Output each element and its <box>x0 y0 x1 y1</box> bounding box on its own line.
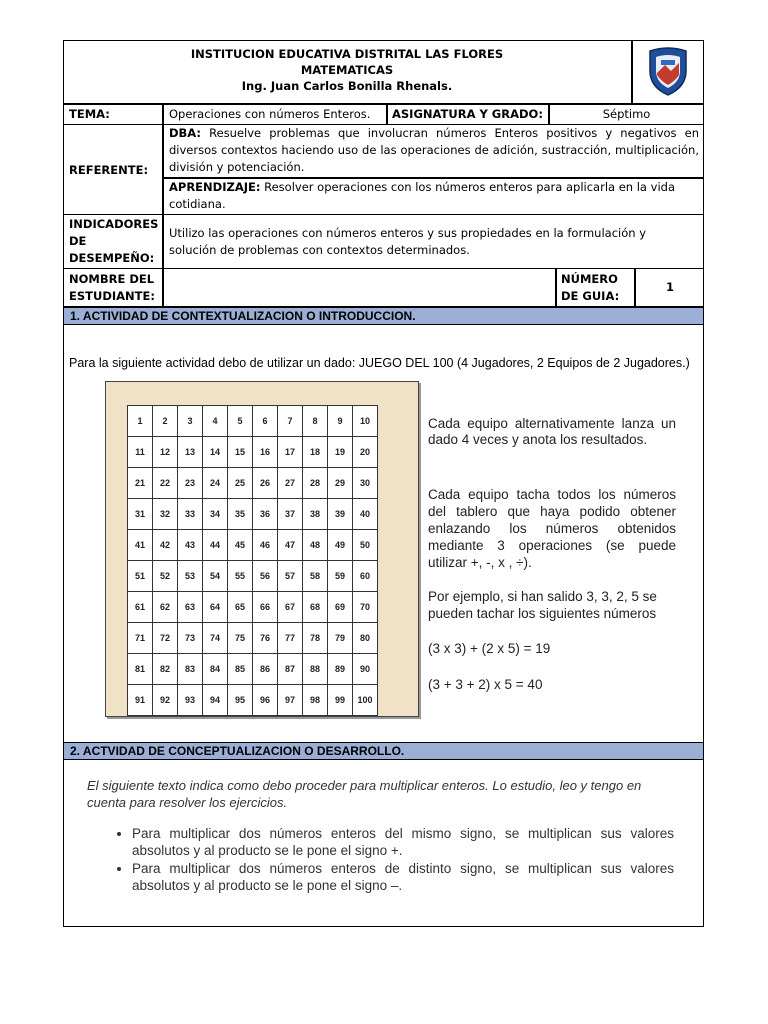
nombre-label <box>69 271 155 305</box>
board-cell[interactable]: 51 <box>128 561 153 592</box>
board-cell[interactable]: 10 <box>353 406 378 437</box>
guia-value: 1 <box>665 280 674 294</box>
board-cell[interactable]: 23 <box>178 468 203 499</box>
school-name: INSTITUCION EDUCATIVA DISTRITAL LAS FLORES <box>190 47 504 61</box>
board-cell[interactable]: 61 <box>128 592 153 623</box>
dba-text: Resuelve problemas que involucran números Enteros positivos y negativos en diversos contextos haciendo uso de las operaciones de adición, sustracción, multiplicación, división y potenciación. <box>169 126 699 174</box>
board-cell[interactable]: 58 <box>303 561 328 592</box>
indicadores-label-line3: DESEMPEÑO: <box>69 251 155 265</box>
board-cell[interactable]: 79 <box>328 623 353 654</box>
board-cell[interactable]: 57 <box>278 561 303 592</box>
subject-name: MATEMATICAS <box>300 63 394 77</box>
rules-list <box>84 825 674 894</box>
board-row <box>128 468 378 499</box>
board-cell[interactable]: 88 <box>303 654 328 685</box>
board-cell[interactable]: 55 <box>228 561 253 592</box>
aprendizaje-label: APRENDIZAJE: <box>169 180 261 194</box>
board-cell[interactable]: 93 <box>178 685 203 716</box>
nombre-label-line1: NOMBRE DEL <box>69 272 155 286</box>
board-cell[interactable]: 89 <box>328 654 353 685</box>
board-cell[interactable]: 72 <box>153 623 178 654</box>
board-cell[interactable]: 30 <box>353 468 378 499</box>
board-row <box>128 406 378 437</box>
board-cell[interactable]: 60 <box>353 561 378 592</box>
board-cell[interactable]: 19 <box>328 437 353 468</box>
teacher-name: Ing. Juan Carlos Bonilla Rhenals. <box>241 79 453 93</box>
board-cell[interactable]: 62 <box>153 592 178 623</box>
board-cell[interactable]: 32 <box>153 499 178 530</box>
board-row <box>128 499 378 530</box>
board-cell[interactable]: 63 <box>178 592 203 623</box>
aprendizaje-text: Resolver operaciones con los números enteros para aplicarla en la vida cotidiana. <box>169 180 675 211</box>
board-cell[interactable]: 36 <box>253 499 278 530</box>
board-cell[interactable]: 38 <box>303 499 328 530</box>
aprendizaje-text-block <box>169 179 679 213</box>
example-2: (3 + 3 + 2) x 5 = 40 <box>428 677 543 692</box>
section1-intro: Para la siguiente actividad debo de utilizar un dado: JUEGO DEL 100 (4 Jugadores, 2 Equipos de 2 Jugadores.) <box>69 356 690 370</box>
board-cell[interactable]: 49 <box>328 530 353 561</box>
board-cell[interactable]: 7 <box>278 406 303 437</box>
board-cell[interactable]: 11 <box>128 437 153 468</box>
board-cell[interactable]: 81 <box>128 654 153 685</box>
school-shield-logo <box>647 45 689 97</box>
board-cell[interactable]: 96 <box>253 685 278 716</box>
grade-label: ASIGNATURA Y GRADO: <box>392 107 543 121</box>
section2-title: 2. ACTVIDAD DE CONCEPTUALIZACION O DESARROLLO. <box>63 742 704 760</box>
board-cell[interactable]: 56 <box>253 561 278 592</box>
board-row <box>128 561 378 592</box>
rule-different-sign: • Para multiplicar dos números enteros de distinto signo, se multiplican sus valores absolutos y al producto se le pone el signo –. <box>132 860 674 894</box>
example-1: (3 x 3) + (2 x 5) = 19 <box>428 641 551 656</box>
tema-value: Operaciones con números Enteros. <box>169 107 371 121</box>
game-rule-2: Cada equipo tacha todos los números del tablero que haya podido obtener enlazando los números obtenidos mediante 3 operaciones (se puede utilizar +, -, x , ÷). <box>428 487 676 570</box>
board-cell[interactable]: 34 <box>203 499 228 530</box>
board-cell[interactable]: 73 <box>178 623 203 654</box>
guia-label-line2: DE GUIA: <box>561 289 620 303</box>
board-cell[interactable]: 6 <box>253 406 278 437</box>
board-row <box>128 654 378 685</box>
board-row <box>128 685 378 716</box>
board-cell[interactable]: 99 <box>328 685 353 716</box>
board-cell[interactable]: 65 <box>228 592 253 623</box>
divider <box>162 214 164 269</box>
indicadores-label-line2: DE <box>69 234 87 248</box>
board-cell[interactable]: 39 <box>328 499 353 530</box>
indicadores-label <box>69 216 158 267</box>
board-cell[interactable]: 15 <box>228 437 253 468</box>
rule-same-sign: • Para multiplicar dos números enteros del mismo signo, se multiplican sus valores absolutos y al producto se le pone el signo +. <box>132 825 674 859</box>
board-cell[interactable]: 77 <box>278 623 303 654</box>
board-cell[interactable]: 4 <box>203 406 228 437</box>
board-cell[interactable]: 86 <box>253 654 278 685</box>
board-cell[interactable]: 59 <box>328 561 353 592</box>
header-text <box>63 46 631 94</box>
board-cell[interactable]: 28 <box>303 468 328 499</box>
board-cell[interactable]: 27 <box>278 468 303 499</box>
board-cell[interactable]: 17 <box>278 437 303 468</box>
board-cell[interactable]: 82 <box>153 654 178 685</box>
board-cell[interactable]: 98 <box>303 685 328 716</box>
board-cell[interactable]: 31 <box>128 499 153 530</box>
board-cell[interactable]: 14 <box>203 437 228 468</box>
grade-value: Séptimo <box>602 107 651 121</box>
section2-intro: El siguiente texto indica como debo proceder para multiplicar enteros. Lo estudio, leo y tengo en cuenta para resolver los ejercicios. <box>87 778 642 810</box>
board-cell[interactable]: 84 <box>203 654 228 685</box>
board-cell[interactable]: 53 <box>178 561 203 592</box>
board-cell[interactable]: 75 <box>228 623 253 654</box>
board-cell[interactable]: 13 <box>178 437 203 468</box>
tema-label: TEMA: <box>69 107 110 121</box>
board-cell[interactable]: 29 <box>328 468 353 499</box>
board-cell[interactable]: 8 <box>303 406 328 437</box>
board-cell[interactable]: 42 <box>153 530 178 561</box>
dba-label: DBA: <box>169 126 202 140</box>
board-cell[interactable]: 26 <box>253 468 278 499</box>
student-name-field[interactable] <box>164 270 553 305</box>
board-cell[interactable]: 80 <box>353 623 378 654</box>
board-cell[interactable]: 35 <box>228 499 253 530</box>
board-cell[interactable]: 90 <box>353 654 378 685</box>
board-cell[interactable]: 74 <box>203 623 228 654</box>
board-row <box>128 623 378 654</box>
dba-text-block <box>169 125 699 176</box>
board-cell[interactable]: 70 <box>353 592 378 623</box>
board-cell[interactable]: 22 <box>153 468 178 499</box>
board-cell[interactable]: 5 <box>228 406 253 437</box>
board-cell[interactable]: 1 <box>128 406 153 437</box>
board-cell[interactable]: 94 <box>203 685 228 716</box>
guia-label-line1: NÚMERO <box>561 272 618 286</box>
hundred-board <box>127 405 378 716</box>
board-cell[interactable]: 47 <box>278 530 303 561</box>
section1-title: 1. ACTIVIDAD DE CONTEXTUALIZACION O INTRODUCCION. <box>63 307 704 325</box>
board-cell[interactable]: 69 <box>328 592 353 623</box>
board-cell[interactable]: 52 <box>153 561 178 592</box>
board-cell[interactable]: 2 <box>153 406 178 437</box>
logo-cell-divider <box>631 40 633 104</box>
board-cell[interactable]: 64 <box>203 592 228 623</box>
referente-label: REFERENTE: <box>69 163 149 177</box>
nombre-label-line2: ESTUDIANTE: <box>69 289 155 303</box>
board-cell[interactable]: 44 <box>203 530 228 561</box>
board-cell[interactable]: 43 <box>178 530 203 561</box>
board-grid-container <box>127 405 378 716</box>
board-cell[interactable]: 92 <box>153 685 178 716</box>
board-cell[interactable]: 95 <box>228 685 253 716</box>
board-cell[interactable]: 24 <box>203 468 228 499</box>
board-cell[interactable]: 46 <box>253 530 278 561</box>
board-cell[interactable]: 78 <box>303 623 328 654</box>
board-cell[interactable]: 21 <box>128 468 153 499</box>
board-cell[interactable]: 91 <box>128 685 153 716</box>
divider <box>555 268 557 307</box>
multiplication-rules <box>84 825 674 895</box>
board-cell[interactable]: 12 <box>153 437 178 468</box>
divider <box>162 104 164 125</box>
board-cell[interactable]: 100 <box>353 685 378 716</box>
board-cell[interactable]: 16 <box>253 437 278 468</box>
board-cell[interactable]: 71 <box>128 623 153 654</box>
game-rule-3: Por ejemplo, si han salido 3, 3, 2, 5 se pueden tachar los siguientes números <box>428 589 657 621</box>
board-cell[interactable]: 3 <box>178 406 203 437</box>
board-cell[interactable]: 85 <box>228 654 253 685</box>
board-cell[interactable]: 50 <box>353 530 378 561</box>
board-cell[interactable]: 25 <box>228 468 253 499</box>
divider <box>386 104 388 125</box>
board-cell[interactable]: 68 <box>303 592 328 623</box>
board-cell[interactable]: 33 <box>178 499 203 530</box>
board-row <box>128 530 378 561</box>
board-cell[interactable]: 37 <box>278 499 303 530</box>
board-cell[interactable]: 9 <box>328 406 353 437</box>
board-cell[interactable]: 48 <box>303 530 328 561</box>
board-cell[interactable]: 45 <box>228 530 253 561</box>
indicadores-text: Utilizo las operaciones con números enteros y sus propiedades en la formulación y solución de problemas con contextos determinados. <box>169 226 647 257</box>
board-cell[interactable]: 87 <box>278 654 303 685</box>
board-cell[interactable]: 97 <box>278 685 303 716</box>
board-cell[interactable]: 54 <box>203 561 228 592</box>
game-rule-1: Cada equipo alternativamente lanza un dado 4 veces y anota los resultados. <box>428 416 676 447</box>
board-row <box>128 437 378 468</box>
board-cell[interactable]: 67 <box>278 592 303 623</box>
board-cell[interactable]: 76 <box>253 623 278 654</box>
board-cell[interactable]: 66 <box>253 592 278 623</box>
board-cell[interactable]: 41 <box>128 530 153 561</box>
board-row <box>128 592 378 623</box>
guia-label <box>561 271 619 305</box>
board-cell[interactable]: 20 <box>353 437 378 468</box>
divider <box>162 124 164 215</box>
indicadores-label-line1: INDICADORES <box>69 217 159 231</box>
board-cell[interactable]: 83 <box>178 654 203 685</box>
board-cell[interactable]: 40 <box>353 499 378 530</box>
board-cell[interactable]: 18 <box>303 437 328 468</box>
